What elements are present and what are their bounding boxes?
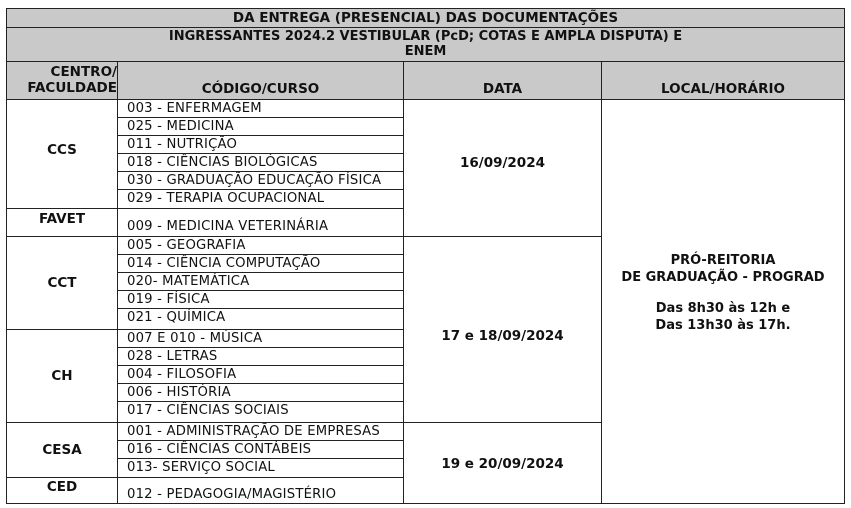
- course-row: 016 - CIÊNCIAS CONTÁBEIS: [117, 440, 404, 459]
- centro-ced: CED: [6, 477, 118, 504]
- header-centro: [6, 61, 118, 100]
- centro-cesa: CESA: [6, 422, 118, 478]
- date-cell: 16/09/2024: [403, 99, 602, 237]
- course-row: 014 - CIÊNCIA COMPUTAÇÃO: [117, 254, 404, 273]
- course-row: 006 - HISTÓRIA: [117, 383, 404, 402]
- course-row: 028 - LETRAS: [117, 347, 404, 366]
- date-cell: 19 e 20/09/2024: [403, 422, 602, 504]
- centro-cct: CCT: [6, 236, 118, 330]
- hours-line-2: Das 13h30 às 17h.: [655, 317, 791, 333]
- date-cell: 17 e 18/09/2024: [403, 236, 602, 423]
- course-row: 009 - MEDICINA VETERINÁRIA: [117, 208, 404, 237]
- course-row: 029 - TERAPIA OCUPACIONAL: [117, 189, 404, 209]
- local-line-2: DE GRADUAÇÃO - PROGRAD: [621, 269, 825, 285]
- course-row: 005 - GEOGRAFIA: [117, 236, 404, 255]
- local-line-1: PRÓ-REITORIA: [670, 252, 776, 268]
- document-title: DA ENTREGA (PRESENCIAL) DAS DOCUMENTAÇÕES: [6, 8, 845, 28]
- header-curso: CÓDIGO/CURSO: [117, 61, 404, 100]
- course-row: 030 - GRADUAÇÃO EDUCAÇÃO FÍSICA: [117, 171, 404, 190]
- course-row: 012 - PEDAGOGIA/MAGISTÉRIO: [117, 477, 404, 504]
- header-data: DATA: [403, 61, 602, 100]
- course-row: 013- SERVIÇO SOCIAL: [117, 458, 404, 478]
- course-row: 017 - CIÊNCIAS SOCIAIS: [117, 401, 404, 423]
- subtitle-line-2: ENEM: [404, 44, 447, 59]
- course-row: 001 - ADMINISTRAÇÃO DE EMPRESAS: [117, 422, 404, 441]
- local-cell: [601, 99, 845, 504]
- header-centro-line-1: CENTRO/: [50, 63, 117, 80]
- course-row: 018 - CIÊNCIAS BIOLÓGICAS: [117, 153, 404, 172]
- course-row: 003 - ENFERMAGEM: [117, 99, 404, 118]
- header-centro-line-2: FACULDADE: [27, 79, 117, 96]
- hours-line-1: Das 8h30 às 12h e: [655, 300, 791, 316]
- course-row: 020- MATEMÁTICA: [117, 272, 404, 291]
- centro-ch: CH: [6, 329, 118, 423]
- course-row: 025 - MEDICINA: [117, 117, 404, 136]
- document-subtitle: [6, 27, 845, 62]
- course-row: 007 E 010 - MÚSICA: [117, 329, 404, 348]
- course-row: 011 - NUTRIÇÃO: [117, 135, 404, 154]
- course-row: 019 - FÍSICA: [117, 290, 404, 309]
- centro-favet: FAVET: [6, 208, 118, 237]
- subtitle-line-1: INGRESSANTES 2024.2 VESTIBULAR (PcD; COTAS E AMPLA DISPUTA) E: [168, 29, 683, 44]
- course-row: 004 - FILOSOFIA: [117, 365, 404, 384]
- header-local: LOCAL/HORÁRIO: [601, 61, 845, 100]
- course-row: 021 - QUÍMICA: [117, 308, 404, 330]
- centro-ccs: CCS: [6, 99, 118, 209]
